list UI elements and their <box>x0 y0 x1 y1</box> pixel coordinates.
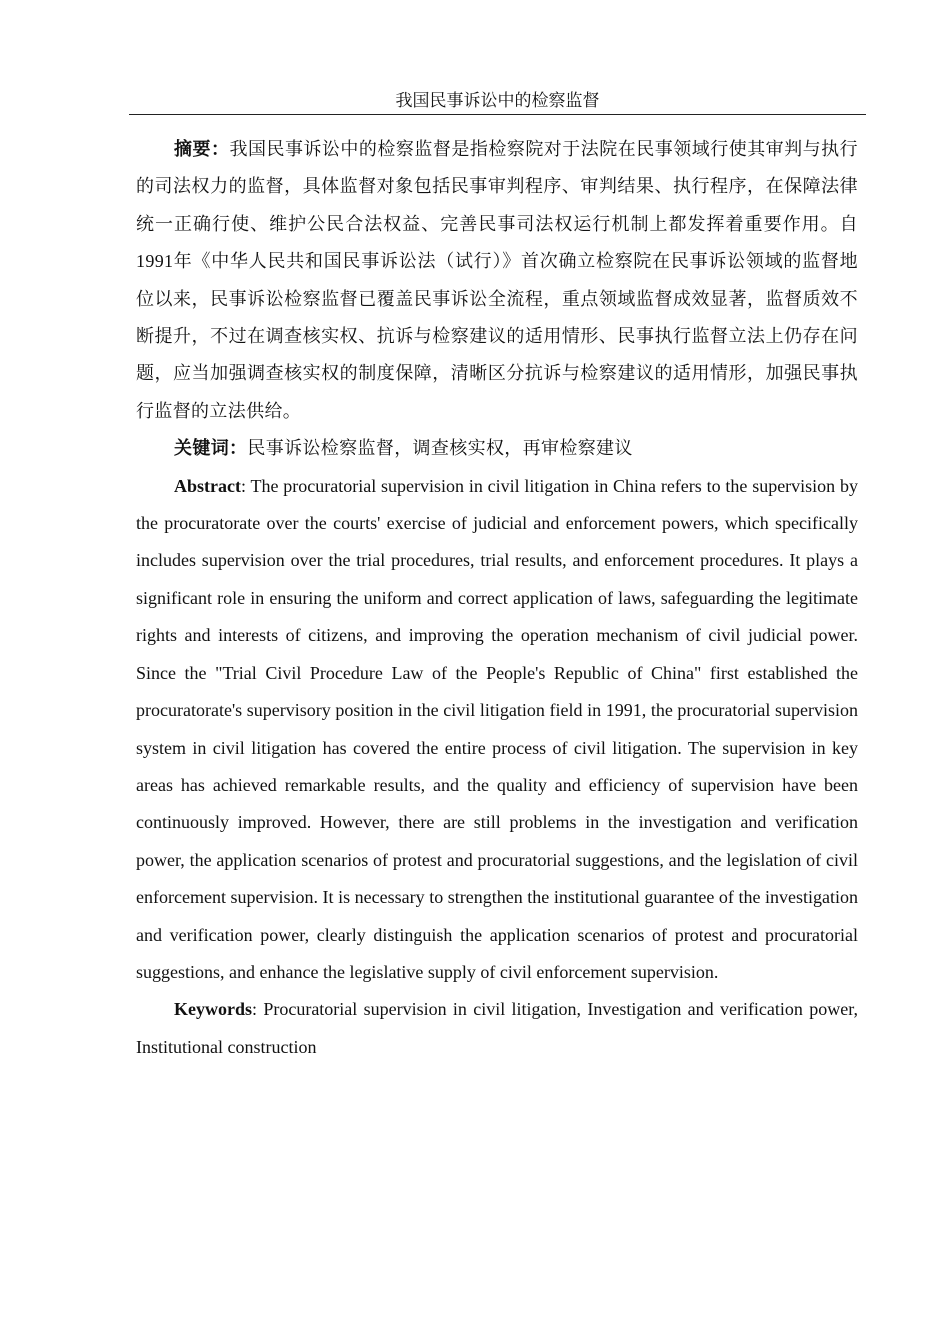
keywords-en-text: Procuratorial supervision in civil litigation, Investigation and verification power, Institutional construction <box>136 999 858 1057</box>
abstract-en-separator: : <box>240 475 251 496</box>
abstract-en-paragraph <box>136 468 858 992</box>
keywords-en-label: Keywords <box>174 999 252 1020</box>
running-header-title: 我国民事诉讼中的检察监督 <box>395 91 600 110</box>
keywords-en-separator: : <box>252 999 264 1020</box>
abstract-zh-text: 我国民事诉讼中的检察监督是指检察院对于法院在民事领域行使其审判与执行的司法权力的监督，具体监督对象包括民事审判程序、审判结果、执行程序，在保障法律统一正确行使、维护公民合法权益、完善民事司法权运行机制上都发挥着重要作用。自1991年《中华人民共和国民事诉讼法（试行）》首次确立检察院在民事诉讼领域的监督地位以来，民事诉讼检察监督已覆盖民事诉讼全流程，重点领域监督成效显著，监督质效不断提升，不过在调查核实权、抗诉与检察建议的适用情形、民事执行监督立法上仍存在问题，应当加强调查核实权的制度保障，清晰区分抗诉与检察建议的适用情形，加强民事执行监督的立法供给。 <box>136 139 858 421</box>
abstract-zh-label: 摘要： <box>174 139 230 159</box>
keywords-en-paragraph <box>136 991 858 1066</box>
keywords-zh-paragraph <box>136 430 858 467</box>
abstract-zh-paragraph <box>136 131 858 430</box>
abstract-page-body <box>136 131 858 1066</box>
keywords-zh-text: 民事诉讼检察监督，调查核实权，再审检察建议 <box>247 438 633 459</box>
header-rule <box>129 114 866 115</box>
abstract-en-text: The procuratorial supervision in civil litigation in China refers to the supervision by the procuratorate over the courts' exercise of judicial and enforcement powers, which specifically includes supervision over the trial procedures, trial results, and enforcement procedures. It plays a significant role in ensuring the uniform and correct application of laws, safeguarding the legitimate rights and interests of citizens, and improving the operation mechanism of civil judicial power. Since the "Trial Civil Procedure Law of the People's Republic of China" first established the procuratorate's supervisory position in the civil litigation field in 1991, the procuratorial supervision system in civil litigation has covered the entire process of civil litigation. The supervision in key areas has achieved remarkable results, and the quality and efficiency of supervision have been continuously improved. However, there are still problems in the investigation and verification power, the application scenarios of protest and procuratorial suggestions, and the legislation of civil enforcement supervision. It is necessary to strengthen the institutional guarantee of the investigation and verification power, clearly distinguish the application scenarios of protest and procuratorial suggestions, and enhance the legislative supply of civil enforcement supervision. <box>136 475 858 982</box>
keywords-zh-label: 关键词： <box>174 438 248 459</box>
abstract-en-label: Abstract <box>174 475 241 496</box>
